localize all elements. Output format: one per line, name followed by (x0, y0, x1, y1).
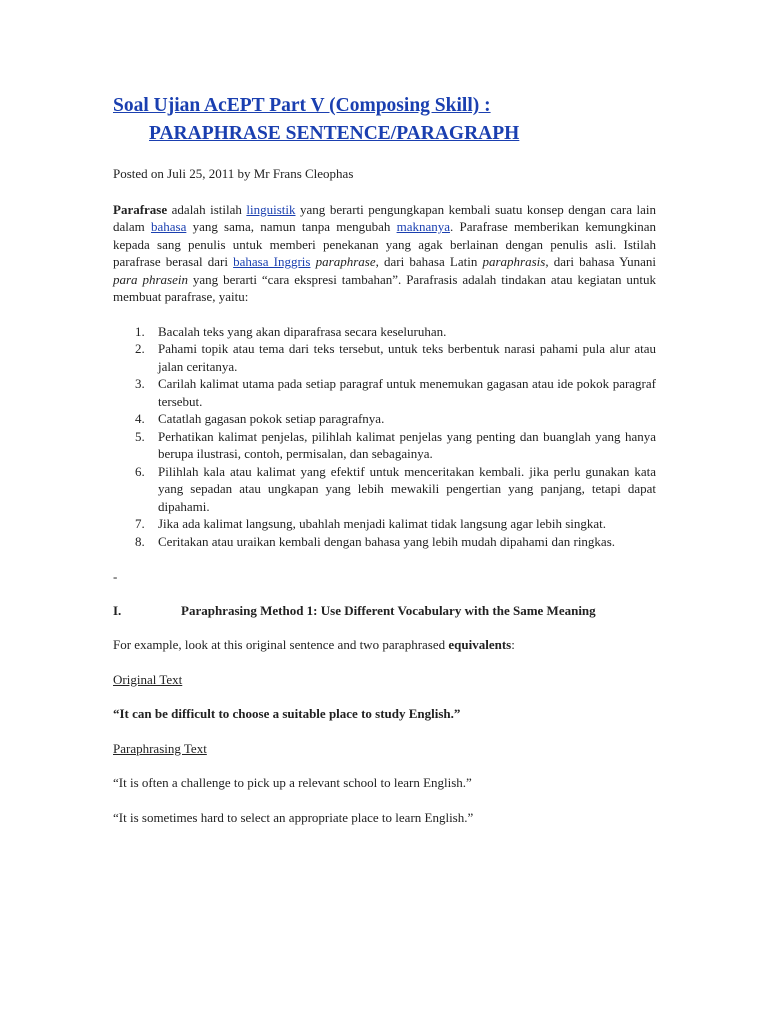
list-item (113, 463, 656, 516)
list-item (113, 410, 656, 428)
list-item-text: Carilah kalimat utama pada setiap paragraf untuk menemukan gagasan atau ide pokok paragraf tersebut. (158, 376, 656, 409)
list-number: 1. (135, 323, 145, 339)
page-title[interactable] (113, 92, 656, 148)
original-quote: “It can be difficult to choose a suitable place to study English.” (113, 706, 461, 721)
list-item (113, 340, 656, 375)
separator-dash: - (113, 569, 118, 584)
example-sentence (113, 636, 656, 654)
intro-text: yang berarti “cara ekspresi tambahan”. Parafrasis adalah tindakan atau kegiatan untuk membuat parafrase, yaitu: (113, 271, 657, 304)
original-text-label: Original Text (113, 671, 183, 687)
method-number: I. (113, 602, 122, 618)
italic-para-phrasein: para phrasein (113, 271, 188, 287)
intro-text: yang sama, namun tanpa mengubah (186, 219, 397, 234)
list-number: 7. (135, 516, 145, 531)
list-item (113, 323, 656, 341)
list-item-text: Jika ada kalimat langsung, ubahlah menjadi kalimat tidak langsung agar lebih singkat. (158, 516, 607, 531)
intro-text: , dari bahasa Yunani (545, 254, 656, 269)
list-number: 3. (135, 376, 145, 391)
paraphrase-1: “It is often a challenge to pick up a relevant school to learn English.” (113, 775, 472, 790)
italic-paraphrase: paraphrase (315, 254, 376, 269)
paraphrasing-text-label: Paraphrasing Text (113, 740, 207, 756)
list-item-text: Ceritakan atau uraikan kembali dengan bahasa yang lebih mudah dipahami dan ringkas. (158, 533, 616, 549)
intro-text: adalah istilah (167, 201, 247, 217)
list-item-text: Pilihlah kala atau kalimat yang efektif untuk menceritakan kembali. jika perlu gunakan kata yang sepadan atau ungkapan yang lebih mewakili pengertian yang panjang, tetapi dapat dipahami. (158, 463, 656, 514)
paraphrase-2: “It is sometimes hard to select an appropriate place to learn English.” (113, 809, 474, 825)
intro-text: , dari bahasa Latin (375, 254, 483, 269)
example-text: : (511, 637, 515, 652)
list-number: 4. (135, 411, 145, 426)
steps-list (113, 323, 656, 551)
title-line-2[interactable]: PARAPHRASE SENTENCE/PARAGRAPH (149, 123, 520, 144)
list-item-text: Catatlah gagasan pokok setiap paragrafnya. (158, 411, 385, 426)
example-text: For example, look at this original sentence and two paraphrased (113, 637, 449, 652)
intro-text: . Parafrase memberikan kemungkinan kepada sang penulis untuk memberi penekanan yang agak berlainan dengan penulis asli. Istilah parafrase berasal dari (113, 219, 656, 269)
link-bahasa-inggris[interactable]: bahasa Inggris (233, 254, 311, 269)
intro-text: yang berarti pengungkapan kembali suatu konsep dengan cara lain dalam (113, 201, 656, 234)
post-meta: Posted on Juli 25, 2011 by Mr Frans Cleophas (113, 166, 354, 181)
list-number: 6. (135, 463, 145, 479)
document-body (113, 92, 656, 826)
method-title: Paraphrasing Method 1: Use Different Vocabulary with the Same Meaning (181, 602, 596, 618)
list-item (113, 515, 656, 533)
list-item-text: Pahami topik atau tema dari teks tersebut, untuk teks berbentuk narasi pahami pula alur atau jalan ceritanya. (158, 341, 656, 374)
list-item-text: Perhatikan kalimat penjelas, pilihlah kalimat penjelas yang penting dan buanglah yang hanya berupa ilustrasi, contoh, permisalan, dan sebagainya. (158, 428, 656, 461)
title-line-1[interactable]: Soal Ujian AcEPT Part V (Composing Skill) : (113, 95, 491, 116)
link-maknanya[interactable]: maknanya (396, 219, 450, 234)
italic-paraphrasis: paraphrasis (482, 254, 546, 269)
list-number: 5. (135, 428, 145, 444)
link-bahasa[interactable]: bahasa (150, 219, 187, 234)
list-number: 2. (135, 341, 145, 356)
example-bold-word: equivalents (448, 637, 512, 652)
intro-paragraph (113, 201, 656, 306)
link-linguistik[interactable]: linguistik (246, 201, 296, 217)
list-number: 8. (135, 533, 145, 549)
list-item (113, 428, 656, 463)
list-item (113, 375, 656, 410)
term-parafrase: Parafrase (113, 201, 168, 217)
list-item-text: Bacalah teks yang akan diparafrasa secara keseluruhan. (158, 323, 447, 339)
list-item (113, 533, 656, 551)
method-heading (113, 602, 656, 620)
